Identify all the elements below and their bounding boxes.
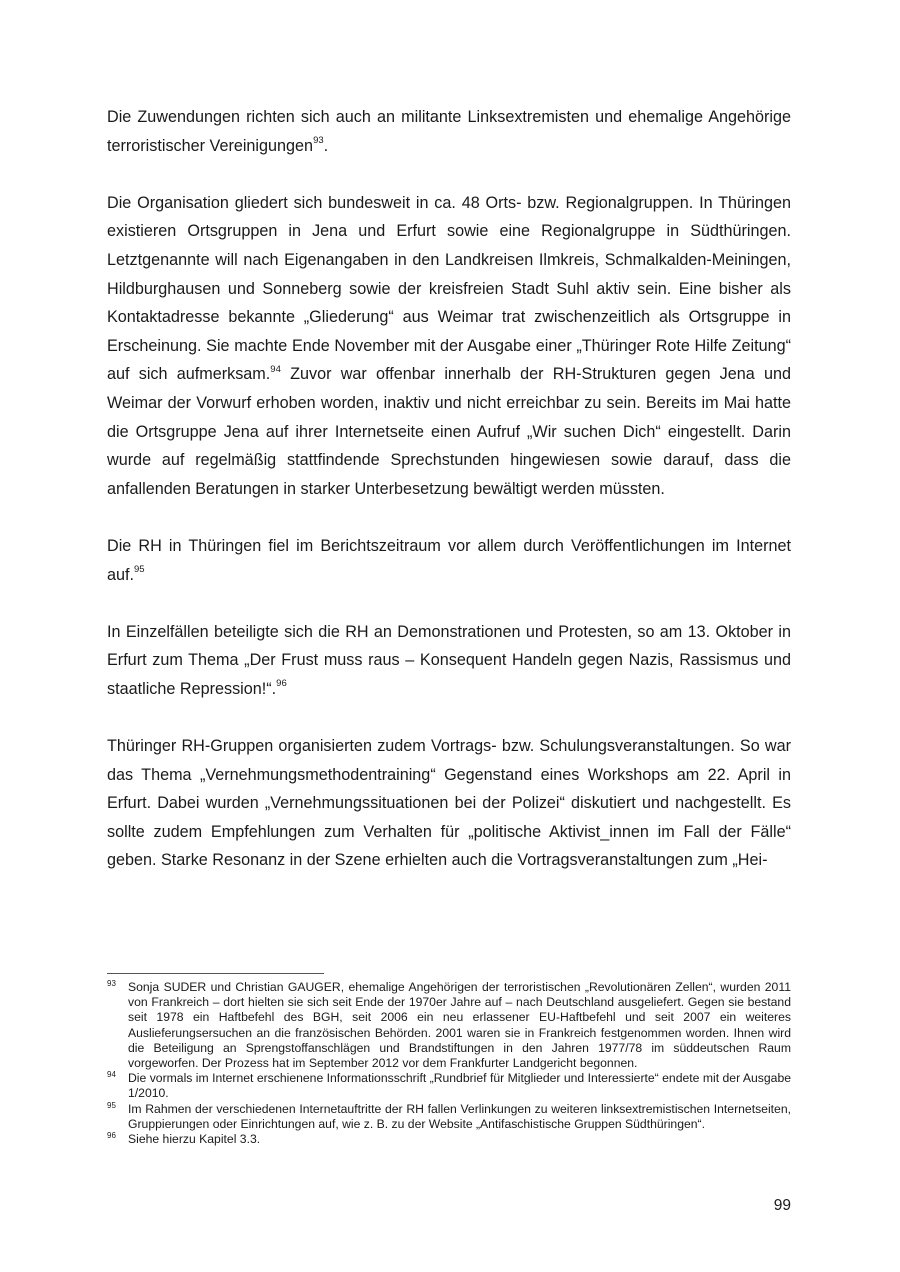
footnote-number: 95 <box>107 1100 116 1110</box>
footnote-number: 96 <box>107 1131 116 1141</box>
footnote <box>107 980 791 1071</box>
footnote <box>107 1102 791 1132</box>
footnote-text: Im Rahmen der verschiedenen Internetauftritte der RH fallen Verlinkungen zu weiteren linksextremistischen Internetseiten, Gruppierungen oder Einrichtungen auf, wie z. B. zu der Website „Antifaschistische Gruppen Südthüringen“. <box>128 1101 791 1131</box>
paragraph <box>107 732 791 875</box>
body-text <box>107 103 791 904</box>
footnote-ref[interactable]: 95 <box>134 564 145 576</box>
paragraph <box>107 189 791 504</box>
footnote <box>107 1132 791 1147</box>
footnote <box>107 1071 791 1101</box>
footnote-ref[interactable]: 94 <box>270 363 281 375</box>
footnote-number: 93 <box>107 979 116 988</box>
paragraph-text: Die Zuwendungen richten sich auch an militante Linksextremisten und ehemalige Angehörige terroristischer Vereinigungen <box>107 108 791 155</box>
paragraph <box>107 532 791 589</box>
footnote-ref[interactable]: 93 <box>313 135 324 147</box>
footnote-text: Die vormals im Internet erschienene Informationsschrift „Rundbrief für Mitglieder und Interessierte“ endete mit der Ausgabe 1/2010. <box>128 1071 791 1101</box>
paragraph <box>107 103 791 160</box>
paragraph-text: Die Organisation gliedert sich bundesweit in ca. 48 Orts- bzw. Regionalgruppen. In Thüringen existieren Ortsgruppen in Jena und Erfurt sowie eine Regionalgruppe in Südthüringen. Letztgenannte will nach Eigenangaben in den Landkreisen Ilmkreis, Schmalkalden-Meiningen, Hildburghausen und Sonneberg sowie der kreisfreien Stadt Suhl aktiv sein. Eine bisher als Kontaktadresse bekannte „Gliederung“ aus Weimar trat zwischenzeitlich als Ortsgruppe in Erscheinung. Sie machte Ende November mit der Ausgabe einer „Thüringer Rote Hilfe Zeitung“ auf sich aufmerksam. <box>107 193 791 384</box>
footnote-text: Siehe hierzu Kapitel 3.3. <box>128 1132 261 1147</box>
page-number: 99 <box>773 1197 791 1214</box>
paragraph-text: Die RH in Thüringen fiel im Berichtszeitraum vor allem durch Veröffentlichungen im Internet auf. <box>107 536 791 584</box>
footnote-ref[interactable]: 96 <box>276 678 287 690</box>
paragraph-text: In Einzelfällen beteiligte sich die RH an Demonstrationen und Protesten, so am 13. Oktober in Erfurt zum Thema „Der Frust muss raus – Konsequent Handeln gegen Nazis, Rassismus und staatliche Repression!“. <box>107 622 791 698</box>
footnote-text: Sonja SUDER und Christian GAUGER, ehemalige Angehörigen der terroristischen „Revolutionären Zellen“, wurden 2011 von Frankreich – dort hielten sie sich seit Ende der 1970er Jahre auf – nach Deutschland ausgeliefert. Gegen sie bestand seit 1978 ein Haftbefehl des BGH, seit 2006 ein neu erlassener EU-Haftbefehl und seit 2007 ein weiteres Auslieferungsersuchen an die französischen Behörden. 2001 waren sie in Frankreich festgenommen worden. Ihnen wird die Beteiligung an Sprengstoffanschlägen und Brandstiftungen in den Jahren 1977/78 im süddeutschen Raum vorgeworfen. Der Prozess hat im September 2012 vor dem Frankfurter Landgericht begonnen. <box>128 980 791 1071</box>
paragraph <box>107 618 791 704</box>
footnote-separator <box>107 973 324 974</box>
paragraph-text: Thüringer RH-Gruppen organisierten zudem Vortrags- bzw. Schulungsveranstaltungen. So war das Thema „Vernehmungsmethodentraining“ Gegenstand eines Workshops am 22. April in Erfurt. Dabei wurden „Vernehmungssituationen bei der Polizei“ diskutiert und nachgestellt. Es sollte zudem Empfehlungen zum Verhalten für „politische Aktivist_innen im Fall der Fälle“ geben. Starke Resonanz in der Szene erhielten auch die Vortragsveranstaltungen zum „Hei- <box>107 737 791 870</box>
paragraph-text: Zuvor war offenbar innerhalb der RH-Strukturen gegen Jena und Weimar der Vorwurf erhoben worden, inaktiv und nicht erreichbar zu sein. Bereits im Mai hatte die Ortsgruppe Jena auf ihrer Internetseite einen Aufruf „Wir suchen Dich“ eingestellt. Darin wurde auf regelmäßig stattfindende Sprechstunden hingewiesen sowie darauf, dass die anfallenden Beratungen in starker Unterbesetzung bewältigt werden müssten. <box>107 365 791 498</box>
footnotes <box>107 980 791 1147</box>
paragraph-text: . <box>323 136 329 155</box>
footnote-number: 94 <box>107 1070 116 1080</box>
